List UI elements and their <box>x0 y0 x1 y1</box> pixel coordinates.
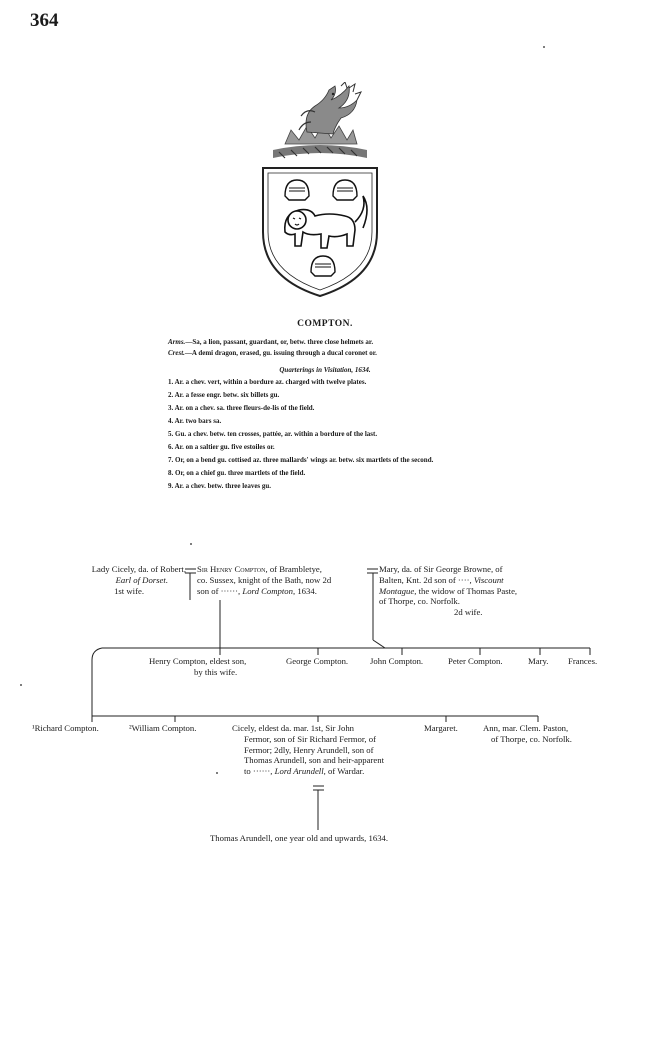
child-henry-line: Henry Compton, eldest son, <box>149 656 247 666</box>
second-wife-line: 2d wife. <box>454 607 483 618</box>
second-wife-line: Mary, da. of Sir George Browne, of <box>379 564 503 574</box>
page-number: 364 <box>30 10 59 31</box>
quartering-item: 1. Ar. a chev. vert, within a bordure az. charged with twelve plates. <box>168 378 367 386</box>
second-wife-text: , the widow of Thomas Paste, <box>414 585 518 596</box>
second-wife-line <box>379 575 517 586</box>
child-richard: ¹Richard Compton. <box>32 723 99 733</box>
crest-label: Crest. <box>168 349 185 357</box>
quartering-item: 6. Ar. on a saltier gu. five estoiles or. <box>168 443 275 451</box>
child-henry-line: by this wife. <box>194 666 238 677</box>
child-margaret: Margaret. <box>424 723 458 733</box>
first-wife-line: Earl of Dorset. <box>115 574 168 585</box>
husband-entry <box>197 564 331 596</box>
child-cicely-line: Thomas Arundell, son and heir-apparent <box>244 755 384 766</box>
child-ann-line: of Thorpe, co. Norfolk. <box>491 733 572 744</box>
child-peter: Peter Compton. <box>448 656 503 666</box>
child-henry <box>149 656 246 678</box>
child-cicely <box>232 723 384 777</box>
quartering-item: 4. Ar. two bars sa. <box>168 417 222 425</box>
child-cicely-text: , of Wardar. <box>323 766 365 777</box>
husband-text: , 1634. <box>292 585 317 596</box>
husband-line <box>197 564 331 575</box>
child-mary: Mary. <box>528 656 549 666</box>
grandchild-thomas: Thomas Arundell, one year old and upwards, 1634. <box>210 833 389 843</box>
quartering-item: 3. Ar. on a chev. sa. three fleurs-de-lis of the field. <box>168 404 315 412</box>
scan-speck <box>20 684 22 686</box>
crest-text: —A demi dragon, erased, gu. issuing through a ducal coronet or. <box>184 349 377 357</box>
child-ann-line: Ann, mar. Clem. Paston, <box>483 723 569 733</box>
scan-speck <box>216 772 218 774</box>
second-wife-entry <box>379 564 517 618</box>
child-john: John Compton. <box>370 656 424 666</box>
husband-line: co. Sussex, knight of the Bath, now 2d <box>197 574 332 585</box>
second-wife-line: of Thorpe, co. Norfolk. <box>379 596 460 607</box>
scan-speck <box>543 46 545 48</box>
second-wife-title: Viscount <box>473 574 504 585</box>
child-cicely-line: Fermor; 2dly, Henry Arundell, son of <box>244 744 374 755</box>
second-wife-text: Balten, Knt. 2d son of ····, <box>379 574 474 585</box>
scan-speck <box>190 543 192 545</box>
child-cicely-line: Fermor, son of Sir Richard Fermor, of <box>244 733 377 744</box>
child-ann <box>483 723 572 745</box>
husband-line <box>197 586 331 597</box>
husband-place: , of Brambletye, <box>265 564 322 574</box>
husband-text: son of ······, <box>197 585 243 596</box>
husband-name: Sir Henry Compton <box>197 564 266 574</box>
quarterings-heading: Quarterings in Visitation, 1634. <box>279 366 371 374</box>
quartering-item: 7. Or, on a bend gu. cottised az. three mallards' wings ar. betw. six martlets of the second. <box>168 456 434 464</box>
second-wife-line <box>379 586 517 597</box>
family-name-heading: COMPTON. <box>297 319 353 329</box>
child-william: ²William Compton. <box>129 723 197 733</box>
quartering-item: 9. Ar. a chev. betw. three leaves gu. <box>168 482 272 490</box>
child-cicely-line <box>232 766 384 777</box>
arms-text: —Sa, a lion, passant, guardant, or, betw. three close helmets ar. <box>185 338 374 346</box>
child-cicely-title: Lord Arundell <box>274 766 324 777</box>
child-frances: Frances. <box>568 656 598 666</box>
husband-title: Lord Compton <box>242 585 293 596</box>
first-wife-line: Lady Cicely, da. of Robert, <box>91 564 186 574</box>
first-wife-line: 1st wife. <box>114 585 144 596</box>
second-wife-title: Montague <box>379 585 415 596</box>
first-wife-entry <box>92 564 186 596</box>
quartering-item: 5. Gu. a chev. betw. ten crosses, pattée, ar. within a bordure of the last. <box>168 430 378 438</box>
child-george: George Compton. <box>286 656 349 666</box>
quartering-item: 2. Ar. a fesse engr. betw. six billets gu. <box>168 391 280 399</box>
quartering-item: 8. Or, on a chief gu. three martlets of the field. <box>168 469 306 477</box>
child-cicely-line: Cicely, eldest da. mar. 1st, Sir John <box>232 723 355 733</box>
child-cicely-text: to ······, <box>244 766 275 777</box>
arms-label: Arms. <box>168 338 186 346</box>
